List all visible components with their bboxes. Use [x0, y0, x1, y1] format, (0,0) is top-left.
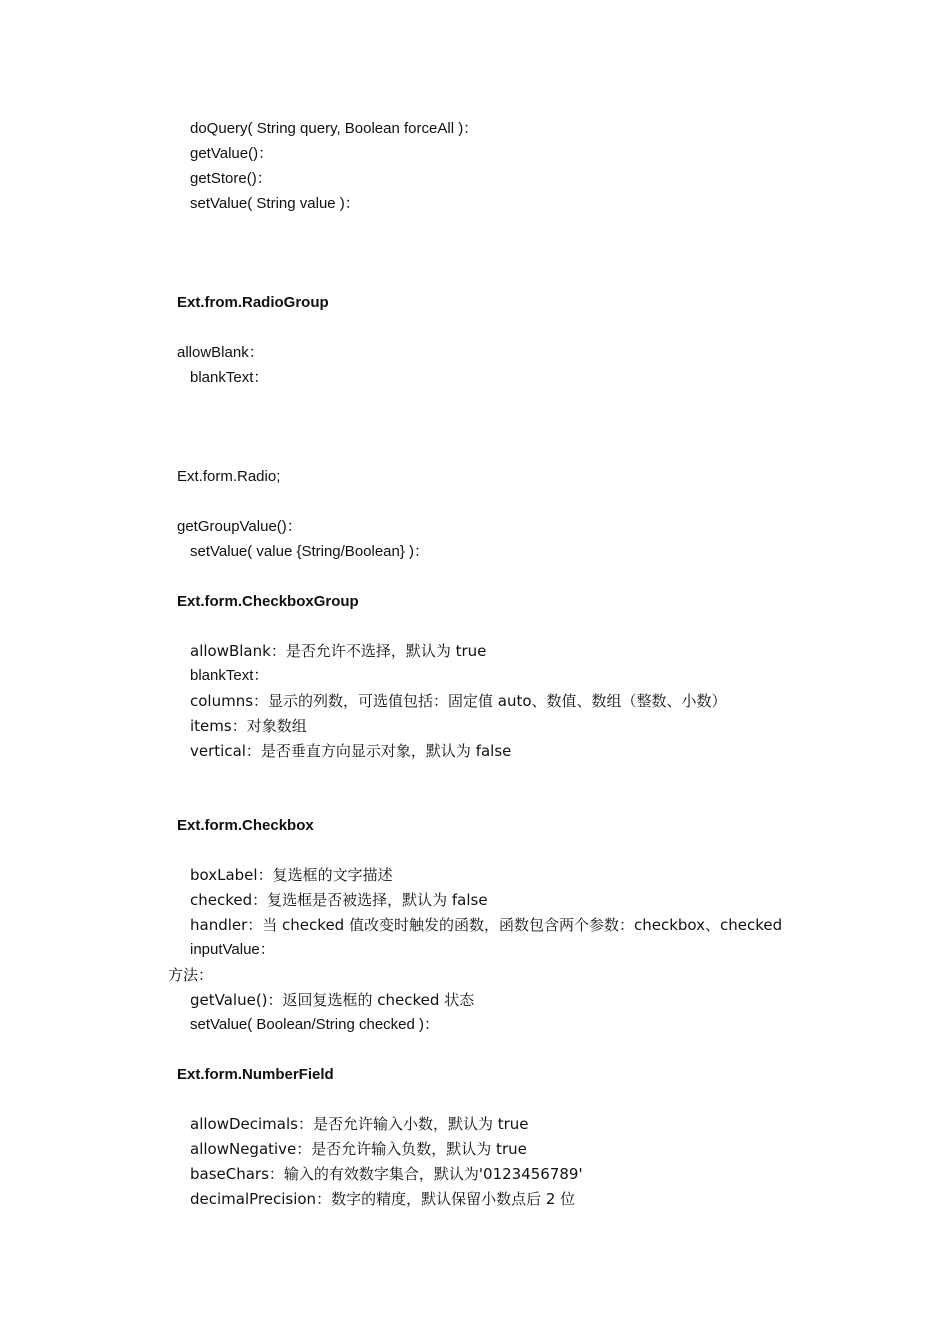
- numberfield-allowdecimals: allowDecimals：是否允许输入小数，默认为 true: [190, 1115, 529, 1133]
- numberfield-heading: Ext.form.NumberField: [177, 1066, 334, 1083]
- checkboxgroup-allowblank: allowBlank：是否允许不选择，默认为 true: [190, 642, 487, 660]
- radio-heading: Ext.form.Radio;: [177, 468, 281, 485]
- numberfield-decimalprecision: decimalPrecision：数字的精度，默认保留小数点后 2 位: [190, 1190, 576, 1208]
- checkboxgroup-columns: columns：显示的列数，可选值包括：固定值 auto、数值、数组（整数、小数）: [190, 692, 727, 710]
- checkbox-methods-label: 方法：: [168, 966, 214, 984]
- combo-method-doquery: doQuery( String query, Boolean forceAll )：: [190, 120, 479, 137]
- radiogroup-heading: Ext.from.RadioGroup: [177, 294, 329, 311]
- checkbox-method-getvalue: getValue()：返回复选框的 checked 状态: [190, 991, 475, 1009]
- checkbox-boxlabel: boxLabel：复选框的文字描述: [190, 866, 393, 884]
- combo-method-setvalue: setValue( String value )：: [190, 195, 360, 212]
- checkbox-heading: Ext.form.Checkbox: [177, 817, 314, 834]
- radiogroup-blanktext: blankText：: [190, 369, 269, 386]
- checkboxgroup-vertical: vertical：是否垂直方向显示对象，默认为 false: [190, 742, 512, 760]
- checkbox-inputvalue: inputValue：: [190, 941, 275, 958]
- checkbox-checked: checked：复选框是否被选择，默认为 false: [190, 891, 488, 909]
- combo-method-getstore: getStore()：: [190, 170, 272, 187]
- numberfield-basechars: baseChars：输入的有效数字集合，默认为'0123456789': [190, 1165, 583, 1183]
- numberfield-allownegative: allowNegative：是否允许输入负数，默认为 true: [190, 1140, 527, 1158]
- radiogroup-allowblank: allowBlank：: [177, 344, 264, 361]
- checkbox-handler: handler：当 checked 值改变时触发的函数，函数包含两个参数：checkbox、checked: [190, 916, 783, 934]
- checkbox-method-setvalue: setValue( Boolean/String checked )：: [190, 1016, 440, 1033]
- checkboxgroup-blanktext: blankText：: [190, 667, 269, 684]
- radio-getgroupvalue: getGroupValue()：: [177, 518, 302, 535]
- radio-setvalue: setValue( value {String/Boolean} )：: [190, 543, 430, 560]
- checkboxgroup-items: items：对象数组: [190, 717, 307, 735]
- combo-method-getvalue: getValue()：: [190, 145, 274, 162]
- checkboxgroup-heading: Ext.form.CheckboxGroup: [177, 593, 359, 610]
